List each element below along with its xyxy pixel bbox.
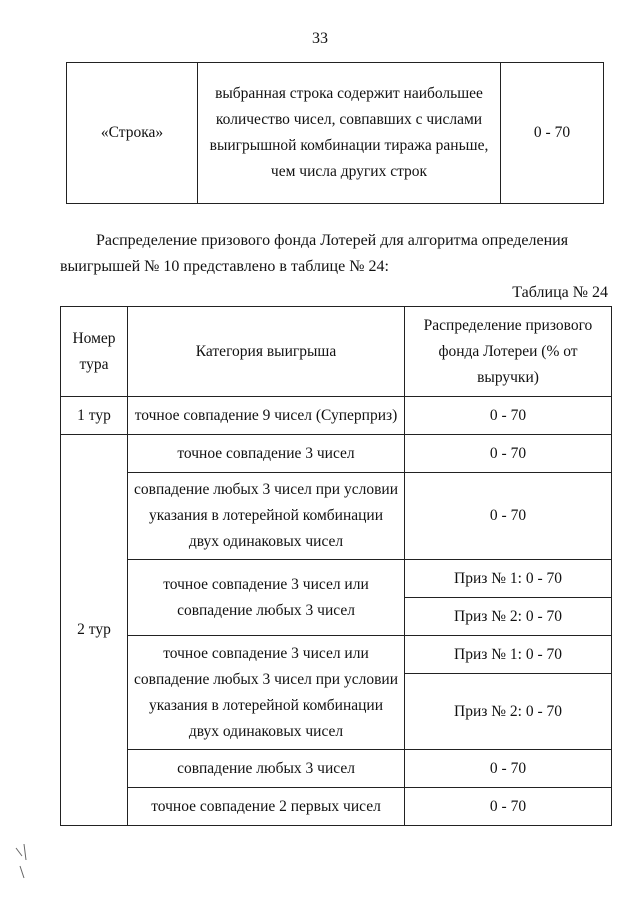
round-2-cell: 2 тур [61, 435, 128, 826]
header-distribution: Распределение призового фонда Лотереи (% от выручки) [405, 307, 612, 397]
header-row [61, 307, 612, 397]
table-row [61, 788, 612, 826]
category-cell: точное совпадение 3 чисел или совпадение любых 3 чисел при условии указания в лотерейной комбинации двух одинаковых чисел [128, 636, 405, 750]
table-row [61, 636, 612, 674]
table-row [61, 435, 612, 473]
share-cell: 0 - 70 [405, 750, 612, 788]
table-row [61, 750, 612, 788]
table-row [61, 473, 612, 560]
share-cell: 0 - 70 [405, 435, 612, 473]
intro-paragraph: Распределение призового фонда Лотерей для алгоритма определения выигрышей № 10 представлено в таблице № 24: [60, 232, 569, 275]
share-cell: 0 - 70 [405, 397, 612, 435]
prize-1-cell: Приз № 1: 0 - 70 [405, 560, 612, 598]
prize-1-cell: Приз № 1: 0 - 70 [405, 636, 612, 674]
algorithm-share-cell: 0 - 70 [501, 63, 604, 204]
page-number: 33 [312, 30, 328, 47]
prize-2-cell: Приз № 2: 0 - 70 [405, 598, 612, 636]
header-round: Номер тура [61, 307, 128, 397]
scan-mark [14, 838, 36, 882]
round-1-cell: 1 тур [61, 397, 128, 435]
continuation-table [66, 62, 604, 204]
share-cell: 0 - 70 [405, 473, 612, 560]
table-row [61, 397, 612, 435]
category-cell: точное совпадение 3 чисел или совпадение любых 3 чисел [128, 560, 405, 636]
category-cell: точное совпадение 2 первых чисел [128, 788, 405, 826]
category-cell: совпадение любых 3 чисел [128, 750, 405, 788]
prize-distribution-table [60, 306, 612, 826]
category-cell: точное совпадение 9 чисел (Суперприз) [128, 397, 405, 435]
share-cell: 0 - 70 [405, 788, 612, 826]
prize-2-cell: Приз № 2: 0 - 70 [405, 674, 612, 750]
algorithm-name-cell: «Строка» [67, 63, 198, 204]
algorithm-description-cell: выбранная строка содержит наибольшее количество чисел, совпавших с числами выигрышной комбинации тиража раньше, чем числа других строк [198, 63, 501, 204]
category-cell: совпадение любых 3 чисел при условии указания в лотерейной комбинации двух одинаковых чисел [128, 473, 405, 560]
table-row [67, 63, 604, 204]
table-caption: Таблица № 24 [512, 284, 608, 301]
header-category: Категория выигрыша [128, 307, 405, 397]
table-row [61, 560, 612, 598]
category-cell: точное совпадение 3 чисел [128, 435, 405, 473]
